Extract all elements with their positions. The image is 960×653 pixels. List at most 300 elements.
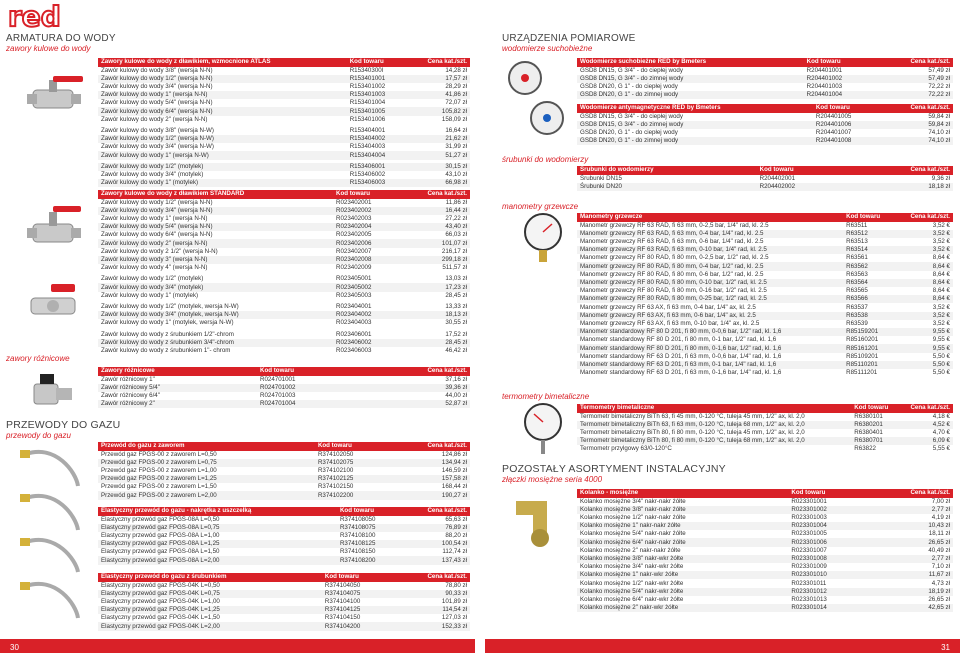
product-price: 59,84 zł — [880, 121, 953, 129]
table-head: Przewód do gazu z zaworem — [98, 442, 315, 451]
product-name: Elastyczny przewód gaz FPGS-08A L=0,75 — [98, 524, 337, 532]
table-row — [577, 445, 953, 453]
table-row — [577, 113, 953, 121]
product-code: R023301013 — [791, 595, 827, 603]
product-code: R023301003 — [791, 514, 827, 522]
product-price: 101,89 zł — [441, 598, 467, 606]
product-code: R023301008 — [788, 555, 866, 563]
product-name: Manometr grzewczy RF 63 RAD, fi 63 mm, 0-2,5 bar, 1/4" rad, kl. 2.5 — [580, 221, 769, 229]
col-code: Kod towaru — [843, 213, 894, 222]
left-subtitle-ball-valves: zawory kulowe do wody — [6, 44, 91, 53]
ball-valve-union-image — [25, 280, 85, 325]
product-price: 72,07 zł — [445, 99, 467, 107]
product-code: R023402007 — [336, 247, 372, 255]
table-row — [577, 83, 953, 91]
product-price: 3,52 € — [895, 312, 953, 320]
table-row — [98, 459, 470, 467]
product-price: 40,49 zł — [928, 546, 950, 554]
page-number-left: 30 — [10, 643, 19, 652]
table-water-meters — [577, 58, 953, 99]
product-name: GSD8 DN20, G 1" - do ciepłej wody — [580, 129, 678, 137]
product-price: 4,73 zł — [931, 579, 950, 587]
product-price: 3,52 € — [895, 246, 953, 254]
col-price: Cena kat./szt. — [398, 190, 470, 199]
table-row — [98, 540, 470, 548]
product-name: Kolanko mosiężne 1" nakr-wkr żółte — [577, 571, 788, 579]
product-code: R023301002 — [788, 506, 866, 514]
table-head: Śrubunki do wodomierzy — [577, 166, 757, 175]
product-price: 13,33 zł — [445, 302, 467, 310]
product-price: 5,50 € — [932, 369, 950, 377]
product-price: 8,64 € — [932, 270, 950, 278]
product-name: Manometr grzewczy RF 80 RAD, fi 80 mm, 0-6 bar, 1/2" rad, kl. 2.5 — [580, 270, 764, 278]
product-price: 21,62 zł — [405, 135, 470, 143]
product-name: Elastyczny przewód gaz FPGS-04K L=1,50 — [101, 614, 220, 622]
product-price: 44,00 zł — [445, 392, 467, 400]
product-code: R6380701 — [851, 437, 899, 445]
table-row — [98, 264, 470, 272]
product-name: Manometr grzewczy RF 63 RAD, fi 63 mm, 0-10 bar, 1/4" rad, kl. 2.5 — [577, 246, 843, 254]
product-name: GSD8 DN20, G 1" - do ciepłej wody — [580, 83, 678, 91]
table-row — [98, 548, 470, 556]
product-code: R023405002 — [333, 283, 398, 291]
product-code: R204401003 — [806, 83, 843, 91]
product-code: R023405001 — [336, 275, 372, 283]
product-code: R374102075 — [315, 459, 389, 467]
product-code: R85161201 — [843, 344, 894, 352]
page-number-right: 31 — [941, 643, 950, 652]
product-name: Zawór kulowy do wody 2" (wersja N-N) — [101, 115, 208, 123]
product-code: R374108100 — [339, 532, 376, 540]
product-price: 76,89 zł — [400, 524, 470, 532]
table-row — [98, 556, 470, 564]
product-code: R63565 — [846, 287, 868, 295]
right-title: URZĄDZENIA POMIAROWE — [502, 33, 636, 44]
product-name: Kolanko mosiężne 3/8" nakr-wkr żółte — [577, 555, 788, 563]
product-price: 9,55 € — [932, 336, 950, 344]
product-code: R6380201 — [851, 421, 899, 429]
table-row — [577, 588, 953, 596]
product-name: Zawór kulowy do wody 1/2" (motylek) — [101, 275, 204, 283]
product-name: Zawór różnicowy 1" — [101, 375, 155, 383]
product-price: 4,19 zł — [931, 514, 950, 522]
product-name: Zawór kulowy do wody 1" (wersja N-N) — [101, 215, 208, 223]
product-name: Kolanko mosiężne 5/4" nakr-nakr żółte — [580, 530, 686, 538]
product-name: Elastyczny przewód gaz FPGS-08A L=1,25 — [98, 540, 337, 548]
table-row — [98, 207, 470, 215]
product-price: 216,17 zł — [441, 247, 467, 255]
product-price: 8,64 € — [895, 262, 953, 270]
right-subtitle-manometers: manometry grzewcze — [502, 202, 579, 211]
table-row — [577, 91, 953, 99]
product-name: Zawór kulowy do wody 1/2" (wersja N-W) — [98, 135, 347, 143]
product-code: R023406003 — [336, 346, 372, 354]
product-price: 8,64 € — [932, 287, 950, 295]
product-name: Manometr grzewczy RF 63 AX, fi 63 mm, 0-4 bar, 1/4" ax, kl. 2.5 — [580, 303, 756, 311]
product-name: Elastyczny przewód gaz FPGS-04K L=1,25 — [98, 606, 322, 614]
table-row — [98, 467, 470, 475]
product-name: Zawór kulowy do wody 1/2" (wersja N-N) — [98, 75, 347, 83]
col-price: Cena kat./szt. — [389, 442, 470, 451]
table-row — [577, 222, 953, 230]
product-name: Zawór kulowy do wody 3/8" (wersja N-N) — [101, 66, 213, 74]
table-row — [577, 75, 953, 83]
col-price: Cena kat./szt. — [358, 367, 470, 376]
product-price: 7,10 zł — [931, 563, 950, 571]
table-head: Elastyczny przewód do gazu z śrubunkiem — [98, 573, 322, 582]
product-name: Zawór kulowy do wody 3/4" (wersja N-W) — [101, 143, 214, 151]
product-name: Kolanko mosiężne 2" nakr-wkr żółte — [577, 604, 788, 612]
product-price: 7,00 zł — [931, 497, 950, 505]
table-head: Zawory kulowe do wody z dławikiem STANDARD — [98, 190, 333, 199]
table-row — [577, 121, 953, 129]
table-row — [98, 256, 470, 264]
product-name: Przewód gaz FPGS-00 z zaworem L=1,50 — [101, 483, 217, 491]
product-code: R204401001 — [806, 66, 843, 74]
product-name: Manometr standardowy RF 80 D 201, fi 80 mm, 0-1 bar, 1/2" rad, kl. 1,6 — [580, 336, 777, 344]
table-row — [577, 137, 953, 145]
product-code: R6380101 — [854, 412, 883, 420]
table-row — [577, 336, 953, 344]
table-row — [577, 555, 953, 563]
left-title-gas: PRZEWODY DO GAZU — [6, 419, 121, 431]
product-name: Przewód gaz FPGS-00 z zaworem L=1,25 — [98, 475, 315, 483]
product-name: Przewód gaz FPGS-00 z zaworem L=1,00 — [101, 467, 217, 475]
product-price: 13,03 zł — [445, 275, 467, 283]
product-price: 157,58 zł — [389, 475, 470, 483]
product-name: Elastyczny przewód gaz FPGS-04K L=1,00 — [101, 598, 220, 606]
table-row — [98, 275, 470, 283]
product-code: R374104200 — [322, 622, 393, 630]
table-row — [98, 516, 470, 524]
product-name: Zawór kulowy do wody 1/2" (motylek, wersja N-W) — [101, 302, 239, 310]
product-name: Zawór kulowy do wody 1" (motylek, wersja N-W) — [101, 319, 234, 327]
product-code: R153404001 — [349, 127, 386, 134]
product-price: 146,59 zł — [441, 467, 467, 475]
product-price: 66,98 zł — [405, 179, 470, 187]
product-name: Zawór kulowy do wody 2 1/2" (wersja N-N) — [101, 247, 218, 255]
gas-hoses-image — [16, 442, 88, 638]
product-price: 17,23 zł — [398, 283, 470, 291]
product-code: R023402008 — [333, 256, 398, 264]
product-code: R153401003 — [347, 91, 406, 99]
product-price: 78,80 zł — [445, 581, 467, 589]
product-price: 114,54 zł — [392, 606, 470, 614]
col-code: Kod towaru — [813, 104, 880, 113]
product-code: R023301014 — [788, 604, 866, 612]
product-code: R374104050 — [324, 581, 361, 589]
table-row — [577, 579, 953, 587]
product-name: Zawór kulowy do wody 3/4" (motylek) — [101, 170, 204, 178]
product-price: 190,27 zł — [389, 491, 470, 499]
product-code: R63561 — [846, 254, 868, 262]
product-code: R204402001 — [759, 174, 796, 182]
table-row — [98, 303, 470, 311]
product-name: Śrubunki DN15 — [580, 174, 622, 182]
product-name: Zawór kulowy do wody 1" (motylek) — [101, 291, 199, 299]
product-code: R023402002 — [333, 207, 398, 215]
product-price: 88,20 zł — [445, 532, 467, 540]
table-row — [98, 151, 470, 159]
product-code: R6380401 — [854, 429, 883, 437]
product-name: Elastyczny przewód gaz FPGS-08A L=2,00 — [98, 556, 337, 564]
product-name: Zawór kulowy do wody 3/4" (wersja N-N) — [101, 83, 213, 91]
product-code: R024701001 — [259, 375, 296, 383]
product-name: Zawór różnicowy 2" — [98, 400, 257, 408]
table-row — [98, 532, 470, 540]
product-code: R023301004 — [788, 522, 866, 530]
table-row — [577, 262, 953, 270]
product-price: 28,45 zł — [445, 291, 467, 299]
product-name: Zawór kulowy do wody 2" (wersja N-N) — [98, 239, 333, 247]
right-subtitle-brass: złączki mosiężne seria 4000 — [502, 475, 603, 484]
table-row — [98, 231, 470, 239]
table-row — [98, 311, 470, 319]
table-atlas-valves — [98, 58, 470, 187]
table-row — [577, 287, 953, 295]
product-code: R023404003 — [336, 319, 372, 327]
product-price: 43,10 zł — [445, 170, 467, 178]
product-name: Zawór kulowy do wody 1" (wersja N-W) — [98, 151, 347, 159]
logo-text: red — [8, 2, 61, 32]
table-gas-hose-nut — [98, 507, 470, 565]
product-price: 158,09 zł — [441, 115, 467, 123]
product-price: 52,87 zł — [358, 400, 470, 408]
product-price: 3,52 € — [932, 221, 950, 229]
product-code: R374104100 — [324, 598, 361, 606]
col-price: Cena kat./szt. — [899, 404, 953, 413]
product-name: Termometr bimetaliczny BiTh 63, fi 63 mm, 0-120 °C, tuleja 68 mm, 1/2" ax, kl. 2,0 — [577, 421, 851, 429]
product-price: 18,19 zł — [867, 588, 953, 596]
product-code: R85159201 — [843, 328, 894, 336]
product-name: Manometr standardowy RF 63 D 201, fi 63 mm, 0-1,6 bar, 1/4" rad, kl. 1,6 — [580, 369, 782, 377]
left-title: ARMATURA DO WODY — [6, 33, 116, 44]
table-row — [577, 596, 953, 604]
product-name: Manometr standardowy RF 80 D 201, fi 80 mm, 0-1,6 bar, 1/2" rad, kl. 1,6 — [577, 344, 843, 352]
product-code: R374108125 — [337, 540, 400, 548]
product-name: Manometr grzewczy RF 80 RAD, fi 80 mm, 0-10 bar, 1/2" rad, kl. 2.5 — [577, 279, 843, 287]
product-name: Termometr bimetaliczny BiTh 80, fi 80 mm, 0-120 °C, tuleja 68 mm, 1/2" ax, kl. 2,0 — [577, 437, 851, 445]
col-code: Kod towaru — [788, 489, 866, 498]
ball-valve-red-handle-image — [25, 70, 85, 115]
table-row — [98, 483, 470, 491]
product-code: R204401002 — [804, 75, 875, 83]
table-head: Zawory kulowe do wody z dławikiem, wzmocnione ATLAS — [98, 58, 347, 67]
product-price: 9,55 € — [895, 328, 953, 336]
table-row — [98, 384, 470, 392]
product-price: 57,49 zł — [875, 75, 953, 83]
table-row — [98, 292, 470, 300]
table-row — [98, 347, 470, 355]
table-row — [98, 223, 470, 231]
product-name: Przewód gaz FPGS-00 z zaworem L=0,50 — [101, 450, 217, 458]
product-code: R023301007 — [791, 546, 827, 554]
product-code: R204401005 — [815, 112, 852, 120]
table-row — [98, 163, 470, 171]
product-name: Kolanko mosiężne 6/4" nakr-nakr żółte — [577, 538, 788, 546]
product-price: 26,65 zł — [867, 538, 953, 546]
col-code: Kod towaru — [337, 507, 400, 516]
table-row — [577, 344, 953, 352]
right-title-misc: POZOSTAŁY ASORTYMENT INSTALACYJNY — [502, 463, 726, 475]
product-code: R153404004 — [347, 151, 406, 159]
differential-valve-image — [28, 370, 78, 415]
table-row — [98, 135, 470, 143]
product-name: Kolanko mosiężne 1" nakr-nakr żółte — [577, 522, 788, 530]
product-code: R153401001 — [347, 75, 406, 83]
product-code: R024701004 — [257, 400, 358, 408]
col-code: Kod towaru — [757, 166, 851, 175]
table-antimagnetic-meters — [577, 104, 953, 145]
product-code: R374108050 — [339, 515, 376, 523]
product-code: R85111201 — [846, 369, 878, 377]
table-gas-hose-valve — [98, 442, 470, 500]
product-code: R374102050 — [317, 450, 354, 458]
table-row — [577, 67, 953, 75]
product-code: R63566 — [843, 295, 894, 303]
product-code: R023402006 — [333, 239, 398, 247]
product-code: R63562 — [843, 262, 894, 270]
right-subtitle-water-meters: wodomierze suchobieżne — [502, 44, 593, 53]
product-price: 39,36 zł — [358, 384, 470, 392]
product-code: R153401004 — [349, 99, 386, 107]
product-code: R374108150 — [339, 548, 376, 556]
product-name: Kolanko mosiężne 5/4" nakr-wkr żółte — [577, 588, 788, 596]
product-name: Zawór kulowy do wody z śrubunkiem 3/4"-chrom — [98, 339, 333, 347]
product-name: Manometr grzewczy RF 63 AX, fi 63 mm, 0-10 bar, 1/4" ax, kl. 2.5 — [580, 319, 760, 327]
product-code: R85110201 — [843, 361, 894, 369]
product-code: R023405003 — [336, 291, 372, 299]
table-row — [577, 530, 953, 538]
product-price: 3,52 € — [932, 238, 950, 246]
product-code: R023404002 — [333, 311, 398, 319]
product-price: 42,65 zł — [867, 604, 953, 612]
product-price: 10,43 zł — [867, 522, 953, 530]
product-code: R63822 — [854, 445, 876, 453]
table-row — [577, 303, 953, 311]
table-row — [98, 400, 470, 408]
right-subtitle-thermometers: termometry bimetaliczne — [502, 392, 590, 401]
product-code: R85160201 — [846, 336, 879, 344]
table-row — [98, 491, 470, 499]
product-price: 14,28 zł — [445, 66, 467, 74]
right-subtitle-unions: śrubunki do wodomierzy — [502, 155, 589, 164]
product-code: R153404002 — [347, 135, 406, 143]
col-price: Cena kat./szt. — [850, 166, 953, 175]
product-price: 43,40 zł — [398, 223, 470, 231]
product-code: R374104125 — [322, 606, 393, 614]
col-code: Kod towaru — [322, 573, 393, 582]
product-name: Manometr grzewczy RF 63 RAD, fi 63 mm, 0-6 bar, 1/4" rad, kl. 2.5 — [580, 238, 764, 246]
product-name: GSD8 DN15, G 3/4" - do zimnej wody — [577, 75, 804, 83]
product-price: 124,86 zł — [441, 450, 467, 458]
product-code: R374102100 — [317, 467, 354, 475]
product-code: R023301012 — [788, 588, 866, 596]
product-price: 18,13 zł — [398, 311, 470, 319]
product-code: R153406002 — [349, 170, 386, 178]
product-code: R153401005 — [347, 107, 406, 115]
product-price: 2,77 zł — [867, 555, 953, 563]
product-name: Zawór kulowy do wody z śrubunkiem 1/2"-chrom — [101, 330, 234, 338]
table-differential-valves — [98, 367, 470, 408]
product-price: 30,15 zł — [405, 163, 470, 171]
product-code: R204401007 — [815, 129, 852, 137]
product-name: Zawór kulowy do wody 3/8" (wersja N-W) — [101, 127, 214, 134]
table-row — [577, 498, 953, 506]
product-code: R63563 — [846, 270, 868, 278]
product-name: Zawór kulowy do wody 5/4" (wersja N-N) — [101, 99, 213, 107]
product-code: R023301009 — [791, 563, 827, 571]
table-row — [577, 538, 953, 546]
col-price: Cena kat./szt. — [875, 58, 953, 67]
table-row — [98, 239, 470, 247]
product-price: 168,44 zł — [441, 483, 467, 491]
product-code: R023406002 — [333, 339, 398, 347]
product-price: 74,10 zł — [880, 137, 953, 145]
manometer-image — [522, 212, 564, 264]
product-price: 3,52 € — [895, 230, 953, 238]
product-name: Manometr standardowy RF 80 D 201, fi 80 mm, 0-0,6 bar, 1/2" rad, kl. 1,6 — [577, 328, 843, 336]
table-row — [577, 320, 953, 328]
table-row — [577, 506, 953, 514]
product-name: Kolanko mosiężne 3/4" nakr-wkr żółte — [580, 563, 684, 571]
col-code: Kod towaru — [347, 58, 406, 67]
product-price: 16,44 zł — [398, 207, 470, 215]
product-name: Przewód gaz FPGS-00 z zaworem L=0,75 — [98, 459, 315, 467]
product-code: R63514 — [843, 246, 894, 254]
product-name: Manometr grzewczy RF 63 RAD, fi 63 mm, 0-4 bar, 1/4" rad, kl. 2.5 — [577, 230, 843, 238]
product-price: 18,11 zł — [928, 530, 950, 538]
table-row — [577, 571, 953, 579]
product-price: 4,52 € — [899, 421, 953, 429]
product-price: 5,50 € — [932, 352, 950, 360]
table-head: Kolanko - mosiężne — [577, 489, 788, 498]
product-price: 511,57 zł — [442, 264, 467, 272]
product-code: R63564 — [843, 279, 894, 287]
col-price: Cena kat./szt. — [867, 489, 953, 498]
product-code: R63539 — [846, 319, 868, 327]
table-head: Manometry grzewcze — [577, 213, 843, 222]
product-name: GSD8 DN15, G 3/4" - do zimnej wody — [577, 121, 813, 129]
product-price: 90,33 zł — [392, 590, 470, 598]
product-name: Termometr przylgowy 63/0-120°C — [580, 445, 672, 453]
table-row — [98, 319, 470, 327]
col-price: Cena kat./szt. — [392, 573, 470, 582]
product-code: R153401006 — [349, 115, 386, 123]
product-price: 9,36 zł — [931, 174, 950, 182]
table-row — [98, 215, 470, 223]
product-name: Zawór różnicowy 6/4" — [101, 392, 160, 400]
product-name: Zawór kulowy do wody 1" (wersja N-N) — [98, 91, 347, 99]
product-price: 8,64 € — [895, 279, 953, 287]
product-name: GSD8 DN15, G 3/4" - do ciepłej wody — [580, 66, 683, 74]
product-name: Zawór kulowy do wody 1/2" (wersja N-N) — [101, 198, 213, 206]
table-row — [98, 127, 470, 135]
col-price: Cena kat./szt. — [400, 507, 470, 516]
col-price: Cena kat./szt. — [895, 213, 953, 222]
product-price: 4,18 € — [932, 412, 950, 420]
product-name: Zawór różnicowy 5/4" — [98, 384, 257, 392]
table-row — [98, 330, 470, 338]
table-row — [577, 522, 953, 530]
table-row — [577, 246, 953, 254]
brass-elbow-image — [510, 498, 566, 548]
product-code: R63513 — [846, 238, 868, 246]
product-price: 28,29 zł — [445, 83, 467, 91]
footer-bar-left — [0, 639, 475, 653]
product-price: 65,63 zł — [445, 515, 467, 523]
product-name: Manometr grzewczy RF 80 RAD, fi 80 mm, 0-4 bar, 1/2" rad, kl. 2.5 — [577, 262, 843, 270]
